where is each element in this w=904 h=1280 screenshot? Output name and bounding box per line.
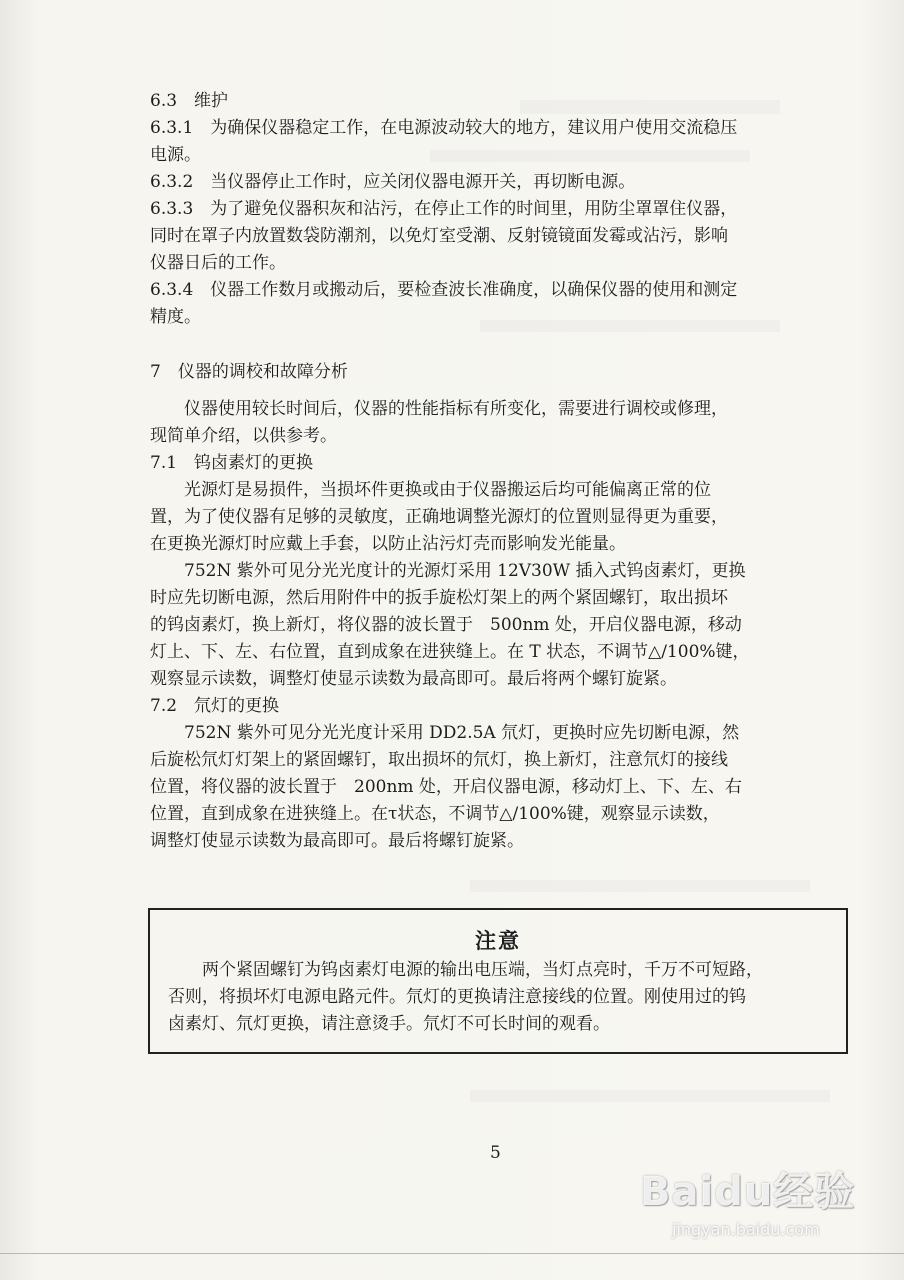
text-line: 时应先切断电源，然后用附件中的扳手旋松灯架上的两个紧固螺钉，取出损坏 [150, 588, 728, 608]
page-content [150, 88, 830, 855]
text-line: 观察显示读数，调整灯使显示读数为最高即可。最后将两个螺钉旋紧。 [150, 669, 677, 689]
watermark-url: jingyan.baidu.com [672, 1220, 820, 1239]
text-line: 仪器使用较长时间后，仪器的性能指标有所变化，需要进行调校或修理， [184, 399, 728, 419]
text-line: 调整灯使显示读数为最高即可。最后将螺钉旋紧。 [150, 831, 524, 851]
section-7-1-heading: 7.1 钨卤素灯的更换 [150, 453, 314, 473]
text-line: 精度。 [150, 307, 201, 327]
text-line: 后旋松氘灯灯架上的紧固螺钉，取出损坏的氘灯，换上新灯，注意氘灯的接线 [150, 750, 728, 770]
text-line: 位置，直到成象在进狭缝上。在τ状态，不调节△/100%键，观察显示读数， [150, 804, 720, 824]
text-line: 752N 紫外可见分光光度计采用 DD2.5A 氘灯，更换时应先切断电源，然 [184, 723, 740, 743]
text-line: 6.3.3 为了避免仪器积灰和沾污，在停止工作的时间里，用防尘罩罩住仪器， [150, 199, 738, 219]
text-line: 灯上、下、左、右位置，直到成象在进狭缝上。在 T 状态，不调节△/100%键， [150, 642, 750, 662]
text-line: 6.3.1 为确保仪器稳定工作，在电源波动较大的地方，建议用户使用交流稳压 [150, 118, 738, 138]
text-line: 6.3.2 当仪器停止工作时，应关闭仪器电源开关，再切断电源。 [150, 172, 636, 192]
text-line: 光源灯是易损件，当损坏件更换或由于仪器搬运后均可能偏离正常的位 [184, 480, 711, 500]
notice-line: 两个紧固螺钉为钨卤素灯电源的输出电压端，当灯点亮时，千万不可短路， [168, 960, 763, 980]
baidu-watermark [640, 1150, 880, 1260]
text-line: 6.3.4 仪器工作数月或搬动后，要检查波长准确度，以确保仪器的使用和测定 [150, 280, 738, 300]
text-line: 752N 紫外可见分光光度计的光源灯采用 12V30W 插入式钨卤素灯，更换 [184, 561, 746, 581]
text-line: 的钨卤素灯，换上新灯，将仪器的波长置于 500nm 处，开启仪器电源，移动 [150, 615, 742, 635]
scan-edge-divider [0, 1253, 904, 1254]
text-line: 位置，将仪器的波长置于 200nm 处，开启仪器电源，移动灯上、下、左、右 [150, 777, 742, 797]
text-line: 仪器日后的工作。 [150, 253, 286, 273]
text-line: 在更换光源灯时应戴上手套，以防止沾污灯壳而影响发光能量。 [150, 534, 626, 554]
page-number: 5 [490, 1143, 501, 1163]
text-line: 同时在罩子内放置数袋防潮剂，以免灯室受潮、反射镜镜面发霉或沾污，影响 [150, 226, 728, 246]
text-line: 置，为了使仪器有足够的灵敏度，正确地调整光源灯的位置则显得更为重要， [150, 507, 728, 527]
notice-box [148, 908, 848, 1054]
notice-title: 注意 [475, 929, 521, 953]
section-7-heading: 7 仪器的调校和故障分析 [150, 362, 348, 382]
notice-line: 卤素灯、氘灯更换，请注意烫手。氘灯不可长时间的观看。 [168, 1014, 610, 1034]
text-line: 现简单介绍，以供参考。 [150, 426, 337, 446]
section-7-2-heading: 7.2 氘灯的更换 [150, 696, 280, 716]
watermark-logo: Baidu经验 [640, 1169, 856, 1215]
text-line: 电源。 [150, 145, 201, 165]
notice-body [150, 957, 846, 1038]
section-6-3-heading: 6.3 维护 [150, 91, 229, 111]
notice-line: 否则，将损坏灯电源电路元件。氘灯的更换请注意接线的位置。刚使用过的钨 [168, 987, 746, 1007]
